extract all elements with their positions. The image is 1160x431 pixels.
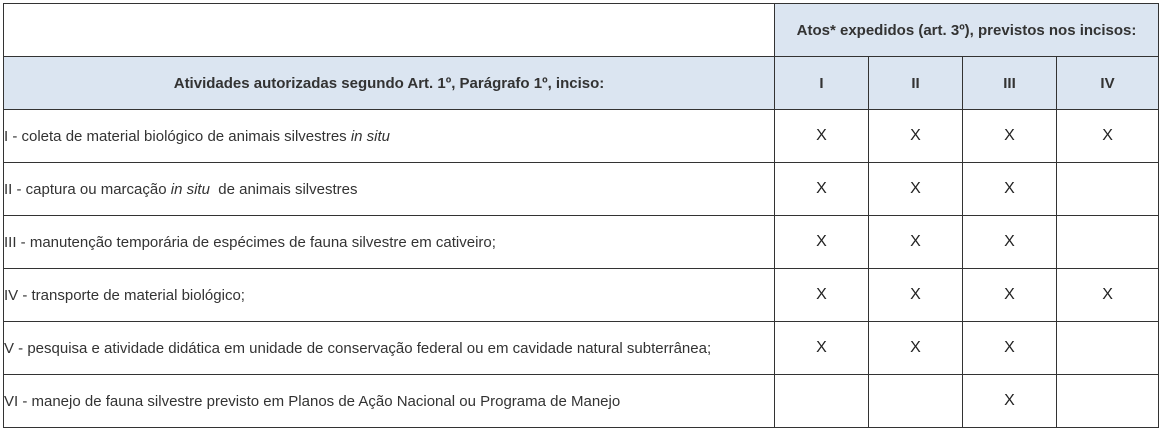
mark-cell: X [869, 163, 963, 216]
activity-text: IV - transporte de material biológico; [4, 286, 245, 304]
inciso-header-iv: IV [1057, 57, 1159, 110]
activity-italic-text: in situ [350, 127, 391, 145]
mark-cell: X [963, 110, 1057, 163]
activity-cell [4, 216, 775, 269]
table-row [4, 322, 1159, 375]
inciso-header-i: I [775, 57, 869, 110]
activity-text: V - pesquisa e atividade didática em unidade de conservação federal ou em cavidade natural subterrânea; [4, 339, 712, 357]
mark-cell [1057, 375, 1159, 428]
mark-cell [1057, 216, 1159, 269]
acts-group-header: Atos* expedidos (art. 3º), previstos nos incisos: [775, 4, 1159, 57]
activity-suffix-text: de animais silvestres [209, 180, 358, 198]
activity-cell [4, 269, 775, 322]
inciso-header-ii: II [869, 57, 963, 110]
mark-cell: X [775, 322, 869, 375]
empty-corner-cell [4, 4, 775, 57]
mark-cell: X [963, 269, 1057, 322]
table-row [4, 216, 1159, 269]
mark-cell: X [775, 269, 869, 322]
activity-text: II - captura ou marcação [4, 180, 171, 198]
mark-cell: X [1057, 269, 1159, 322]
table-row [4, 163, 1159, 216]
mark-cell: X [869, 269, 963, 322]
mark-cell: X [869, 110, 963, 163]
activity-cell [4, 375, 775, 428]
column-header-row [4, 57, 1159, 110]
authorization-table [3, 3, 1159, 428]
mark-cell: X [869, 322, 963, 375]
mark-cell: X [775, 110, 869, 163]
activity-cell [4, 110, 775, 163]
activity-text: I - coleta de material biológico de animais silvestres [4, 127, 351, 145]
inciso-header-iii: III [963, 57, 1057, 110]
mark-cell [869, 375, 963, 428]
activity-cell [4, 322, 775, 375]
mark-cell: X [869, 216, 963, 269]
table-row [4, 110, 1159, 163]
table-row [4, 375, 1159, 428]
mark-cell [1057, 322, 1159, 375]
mark-cell [775, 375, 869, 428]
mark-cell: X [963, 375, 1057, 428]
activity-text: III - manutenção temporária de espécimes de fauna silvestre em cativeiro; [4, 233, 496, 251]
mark-cell [1057, 163, 1159, 216]
mark-cell: X [963, 216, 1057, 269]
table-row [4, 269, 1159, 322]
mark-cell: X [775, 163, 869, 216]
activities-column-header: Atividades autorizadas segundo Art. 1º, Parágrafo 1º, inciso: [4, 57, 775, 110]
group-header-row [4, 4, 1159, 57]
activity-cell [4, 163, 775, 216]
activity-text: VI - manejo de fauna silvestre previsto em Planos de Ação Nacional ou Programa de Manejo [4, 392, 621, 410]
mark-cell: X [963, 322, 1057, 375]
mark-cell: X [963, 163, 1057, 216]
mark-cell: X [1057, 110, 1159, 163]
activity-italic-text: in situ [170, 180, 210, 198]
mark-cell: X [775, 216, 869, 269]
